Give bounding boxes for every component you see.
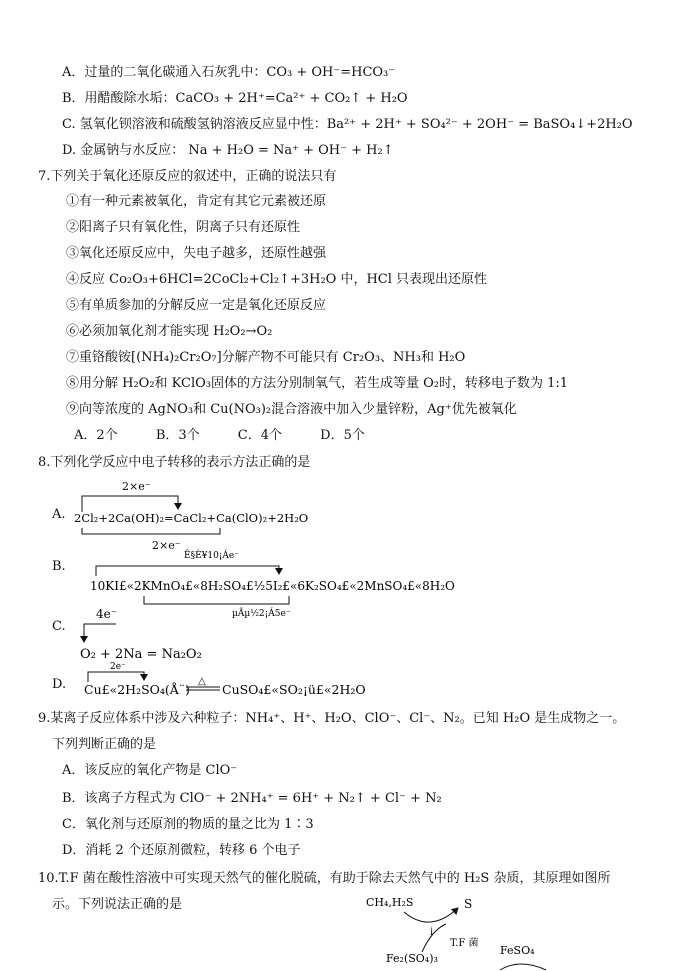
- q9-stem: 9.某离子反应体系中涉及六种粒子：NH₄⁺、H⁺、H₂O、ClO⁻、Cl⁻、N₂。已知 H₂O 是生成物之一。: [38, 711, 626, 726]
- q8-d-arrow: [88, 672, 144, 682]
- q8-d-equation-right: CuSO₄£«SO₂¡ü£«2H₂O: [222, 682, 366, 697]
- q8-d-condition: △: [198, 676, 206, 687]
- q8-d-equation-left: Cu£«2H₂SO₄(Å¨): [84, 682, 190, 697]
- q10-step-label: i: [430, 927, 434, 938]
- q9-stem-2: 下列判断正确的是: [52, 737, 157, 752]
- q10-catalyst: T.F 菌: [450, 938, 479, 949]
- q8-a-bottom-arrow: [82, 528, 220, 534]
- q8-a-top-arrow: [82, 496, 178, 512]
- q8-b-label: B.: [52, 559, 66, 574]
- q8-b-top-arrow: [96, 566, 279, 576]
- q8-c-arrow: [84, 624, 116, 642]
- q10-stem-2: 示。下列说法正确的是: [52, 897, 183, 912]
- q8-b-bottom-note: µÃµ½2¡Á5e⁻: [232, 609, 291, 618]
- q7-choices: [74, 427, 399, 445]
- q8-stem: 8.下列化学反应中电子转移的表示方法正确的是: [38, 455, 311, 470]
- q7-item-4: ④反应 Co₂O₃+6HCl=2CoCl₂+Cl₂↑+3H₂O 中，HCl 只表现出还原性: [66, 272, 488, 287]
- q10-arrow-right: [500, 964, 546, 970]
- q8-c-label: C.: [52, 619, 66, 634]
- q8-a-diagram: [70, 476, 390, 556]
- q10-product-s: S: [464, 897, 473, 911]
- q10-arrow-left: [422, 924, 446, 952]
- q7-item-9: ⑨向等浓度的 AgNO₃和 Cu(NO₃)₂混合溶液中加入少量锌粉，Ag⁺优先被氧化: [66, 402, 517, 417]
- q9-option-d: D．消耗 2 个还原剂微粒，转移 6 个电子: [62, 843, 301, 858]
- q7-item-2: ②阳离子只有氧化性，阴离子只有还原性: [66, 220, 301, 235]
- q10-arrow-i: [404, 908, 458, 922]
- q10-right-species: FeSO₄: [500, 944, 535, 957]
- q7-choice-a: A．2个: [74, 428, 118, 443]
- q8-a-top-electrons: 2×e⁻: [122, 480, 151, 493]
- q8-d-electrons: 2e⁻: [110, 662, 126, 672]
- q7-item-3: ③氧化还原反应中，失电子越多，还原性越强: [66, 246, 327, 261]
- q6-option-b: B．用醋酸除水垢：CaCO₃ + 2H⁺=Ca²⁺ + CO₂↑ + H₂O: [62, 91, 408, 106]
- q9-option-a: A．该反应的氧化产物是 ClO⁻: [62, 763, 238, 778]
- q10-left-species: Fe₂(SO₄)₃: [386, 952, 438, 965]
- q8-d-label: D.: [52, 677, 67, 692]
- q10-diagram: [360, 890, 560, 971]
- q7-choice-b: B．3个: [155, 428, 200, 443]
- q7-stem: 7.下列关于氧化还原反应的叙述中，正确的说法只有: [38, 169, 337, 184]
- q8-c-electrons: 4e⁻: [96, 607, 118, 621]
- q7-choice-d: D．5个: [320, 428, 365, 443]
- q8-b-equation: 10KI£«2KMnO₄£«8H₂SO₄£½5I₂£«6K₂SO₄£«2MnSO₄£«8H₂O: [90, 579, 455, 593]
- q9-option-b: B．该离子方程式为 ClO⁻ + 2NH₄⁺ = 6H⁺ + N₂↑ + Cl⁻ + N₂: [62, 791, 442, 806]
- q7-item-7: ⑦重铬酸铵[(NH₄)₂Cr₂O₇]分解产物不可能只有 Cr₂O₃、NH₃和 H₂O: [66, 350, 466, 365]
- q6-option-d: D. 金属钠与水反应： Na + H₂O = Na⁺ + OH⁻ + H₂↑: [62, 143, 394, 158]
- q7-item-6: ⑥必须加氧化剂才能实现 H₂O₂→O₂: [66, 324, 273, 339]
- q7-item-1: ①有一种元素被氧化，肯定有其它元素被还原: [66, 194, 327, 209]
- q6-option-a: A．过量的二氧化碳通入石灰乳中：CO₃ + OH⁻=HCO₃⁻: [62, 65, 396, 80]
- q8-c-diagram: [76, 606, 276, 664]
- q10-reactant: CH₄,H₂S: [366, 896, 414, 909]
- q7-choice-c: C．4个: [237, 428, 282, 443]
- q8-b-bottom-arrow: [144, 596, 289, 604]
- q8-a-bottom-electrons: 2×e⁻: [152, 539, 181, 552]
- q9-option-c: C．氧化剂与还原剂的物质的量之比为 1∶3: [62, 817, 314, 832]
- q7-item-8: ⑧用分解 H₂O₂和 KClO₃固体的方法分别制氧气，若生成等量 O₂时，转移电子数为 1:1: [66, 376, 569, 391]
- q8-a-equation: 2Cl₂+2Ca(OH)₂=CaCl₂+Ca(ClO)₂+2H₂O: [74, 511, 309, 525]
- q8-d-diagram: [80, 660, 380, 700]
- q8-b-top-note: Ê§È¥10¡Áe⁻: [184, 551, 240, 561]
- q8-a-label: A.: [52, 507, 66, 522]
- q10-stem: 10.T.F 菌在酸性溶液中可实现天然气的催化脱硫，有助于除去天然气中的 H₂S 杂质，其原理如图所: [38, 871, 611, 886]
- q6-option-c: C. 氢氧化钡溶液和硫酸氢钠溶液反应显中性：Ba²⁺ + 2H⁺ + SO₄²⁻ + 2OH⁻ = BaSO₄↓+2H₂O: [62, 117, 633, 132]
- q8-c-equation: O₂ + 2Na = Na₂O₂: [80, 647, 202, 662]
- q7-item-5: ⑤有单质参加的分解反应一定是氧化还原反应: [66, 298, 327, 313]
